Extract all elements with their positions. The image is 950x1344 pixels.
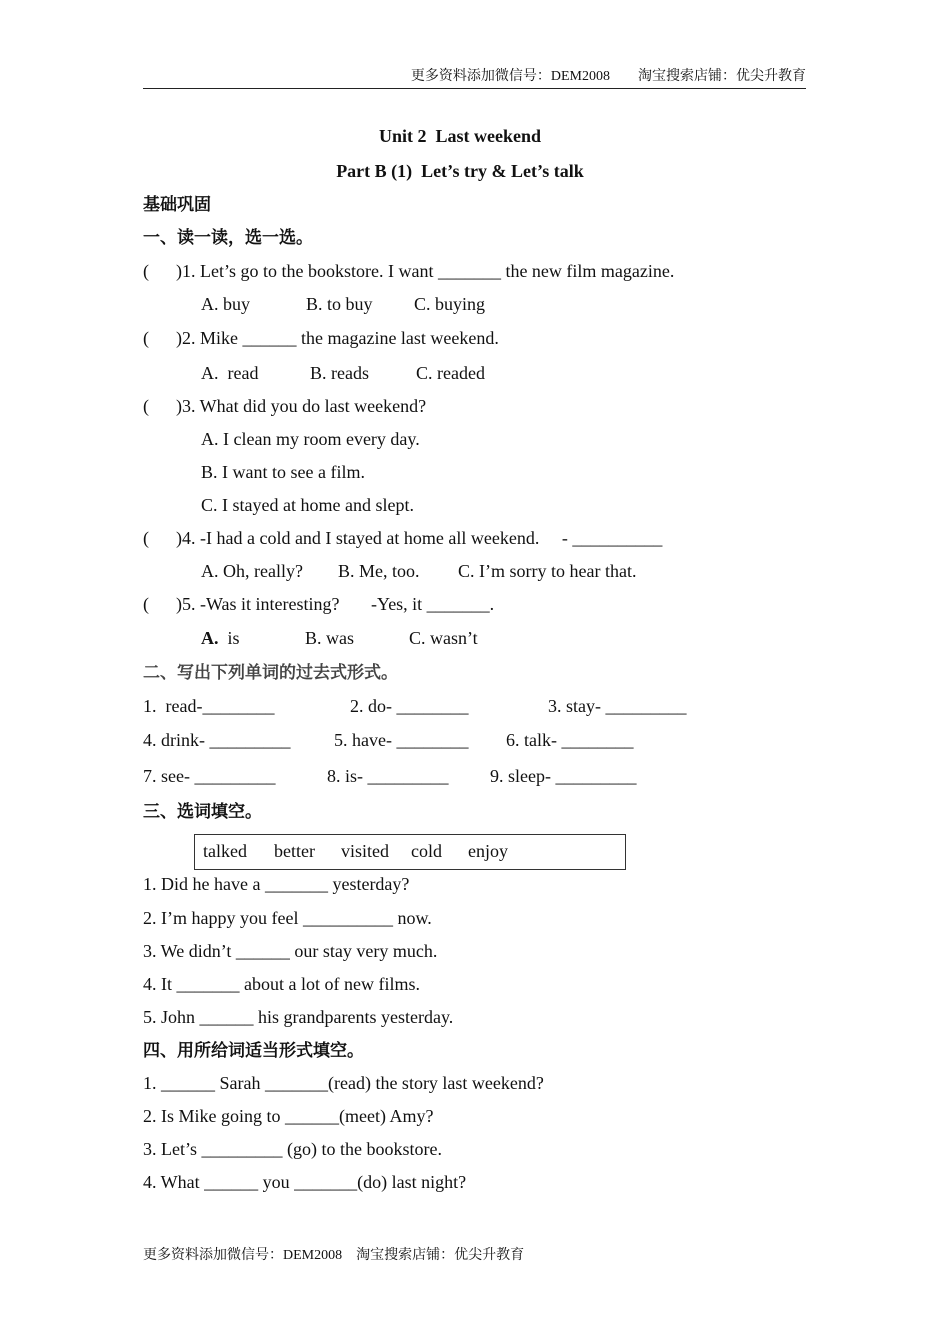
form-sentence: 4. What ______ you _______(do) last night?	[143, 1172, 467, 1192]
q5-option-b: B. was	[305, 628, 354, 648]
q5-option-a-letter: A.	[201, 628, 219, 648]
q1-option-a: A. buy	[201, 294, 250, 314]
q4-option-a: A. Oh, really?	[201, 561, 303, 581]
word-bank-word: enjoy	[468, 841, 508, 861]
section1-heading: 一、读一读，选一选。	[143, 228, 313, 248]
q2-option-c: C. readed	[416, 363, 485, 383]
q5-stem: ( )5. -Was it interesting? -Yes, it _______.	[143, 594, 495, 614]
word-bank-word: cold	[411, 841, 442, 861]
verb-item: 2. do- ________	[350, 696, 469, 716]
section4-heading: 四、用所给词适当形式填空。	[143, 1041, 364, 1061]
q4-stem: ( )4. -I had a cold and I stayed at home all weekend. - __________	[143, 528, 663, 548]
q4-option-b: B. Me, too.	[338, 561, 420, 581]
q2-stem: ( )2. Mike ______ the magazine last weekend.	[143, 328, 499, 348]
part-title: Part B (1) Let’s try & Let’s talk	[336, 161, 584, 181]
verb-item: 7. see- _________	[143, 766, 276, 786]
q4-option-c: C. I’m sorry to hear that.	[458, 561, 637, 581]
fill-sentence: 2. I’m happy you feel __________ now.	[143, 908, 432, 928]
q3-option-c: C. I stayed at home and slept.	[201, 495, 414, 515]
page-header: 更多资料添加微信号：DEM2008 淘宝搜索店铺：优尖升教育	[410, 69, 806, 84]
q1-stem: ( )1. Let’s go to the bookstore. I want _______ the new film magazine.	[143, 261, 675, 281]
word-bank-word: visited	[341, 841, 389, 861]
q5-option-c: C. wasn’t	[409, 628, 478, 648]
q3-option-b: B. I want to see a film.	[201, 462, 365, 482]
section2-heading: 二、写出下列单词的过去式形式。	[143, 663, 398, 683]
q1-option-b: B. to buy	[306, 294, 373, 314]
form-sentence: 3. Let’s _________ (go) to the bookstore.	[143, 1139, 442, 1159]
fill-sentence: 4. It _______ about a lot of new films.	[143, 974, 420, 994]
fill-sentence: 5. John ______ his grandparents yesterday.	[143, 1007, 454, 1027]
unit-title: Unit 2 Last weekend	[378, 126, 541, 146]
section3-heading: 三、选词填空。	[143, 802, 262, 822]
q2-option-b: B. reads	[310, 363, 369, 383]
verb-item: 3. stay- _________	[548, 696, 687, 716]
q1-option-c: C. buying	[414, 294, 486, 314]
verb-item: 1. read-________	[143, 696, 275, 716]
verb-item: 4. drink- _________	[143, 730, 291, 750]
verb-item: 5. have- ________	[334, 730, 469, 750]
q5-option-a-text: is	[227, 628, 240, 648]
form-sentence: 1. ______ Sarah _______(read) the story last weekend?	[143, 1073, 544, 1093]
word-bank-word: talked	[203, 841, 247, 861]
word-bank-box	[194, 834, 626, 870]
q2-option-a: A. read	[201, 363, 259, 383]
page-footer: 更多资料添加微信号：DEM2008 淘宝搜索店铺：优尖升教育	[143, 1248, 525, 1263]
section-basic-label: 基础巩固	[143, 195, 211, 215]
word-bank-word: better	[274, 841, 315, 861]
header-rule	[143, 88, 806, 89]
verb-item: 8. is- _________	[327, 766, 449, 786]
fill-sentence: 3. We didn’t ______ our stay very much.	[143, 941, 438, 961]
q3-stem: ( )3. What did you do last weekend?	[143, 396, 427, 416]
fill-sentence: 1. Did he have a _______ yesterday?	[143, 874, 410, 894]
verb-item: 9. sleep- _________	[490, 766, 637, 786]
verb-item: 6. talk- ________	[506, 730, 634, 750]
form-sentence: 2. Is Mike going to ______(meet) Amy?	[143, 1106, 434, 1126]
q5-option-a	[201, 627, 240, 649]
q3-option-a: A. I clean my room every day.	[201, 429, 420, 449]
